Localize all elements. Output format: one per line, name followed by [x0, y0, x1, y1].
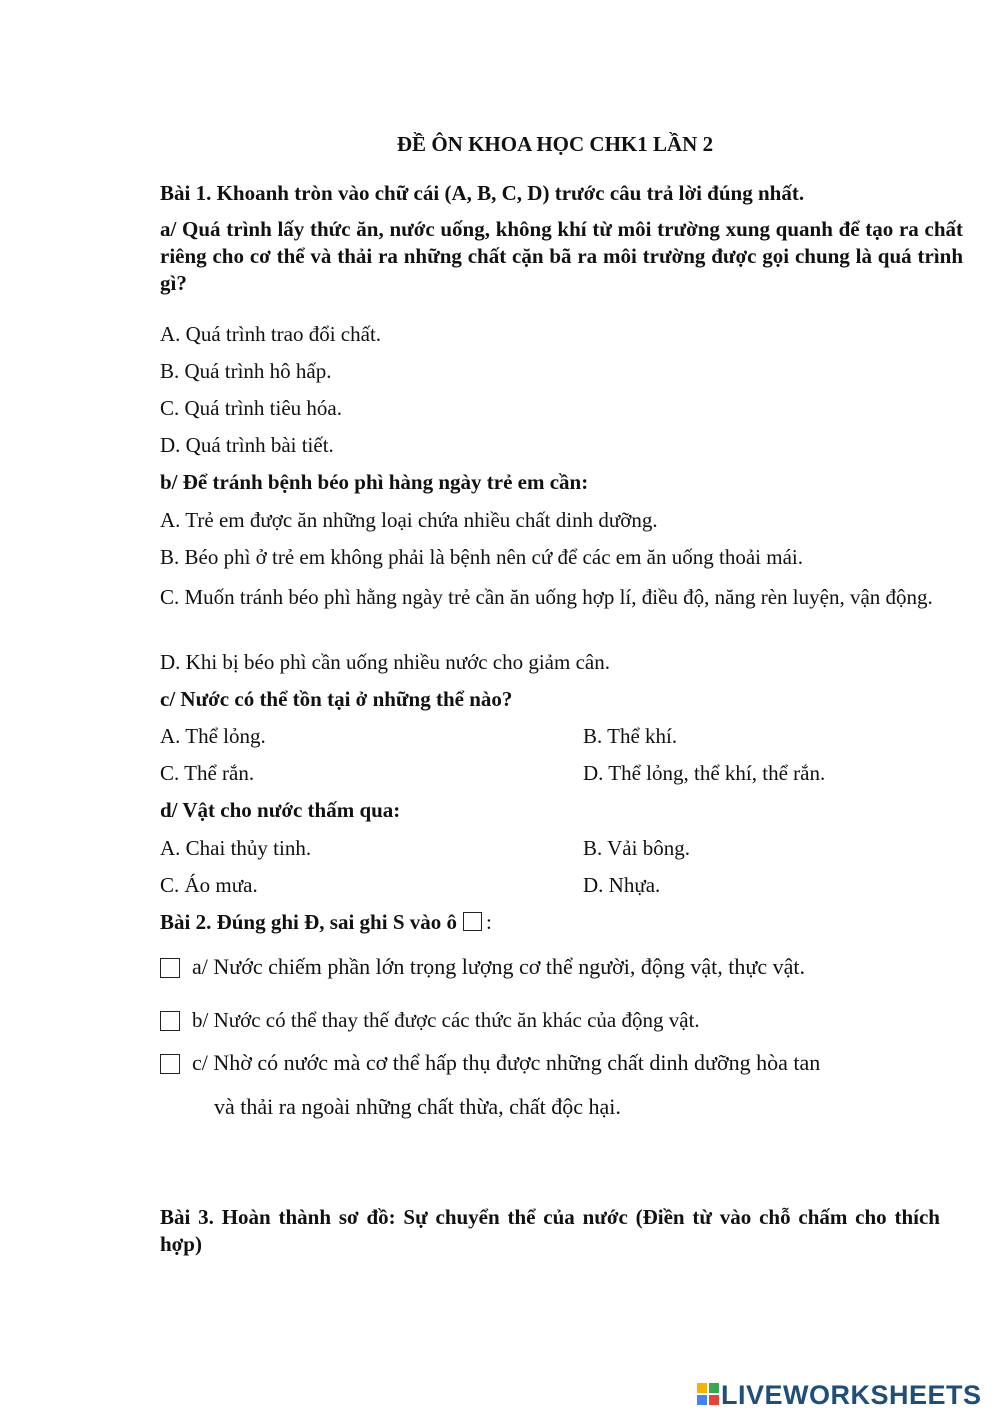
liveworksheets-logo-icon: [697, 1383, 719, 1405]
bai2-heading: [160, 910, 492, 935]
option-c-b[interactable]: B. Thể khí.: [583, 724, 678, 748]
option-b-d[interactable]: D. Khi bị béo phì cần uống nhiều nước cho giảm cân.: [160, 650, 610, 674]
bai3-heading: Bài 3. Hoàn thành sơ đồ: Sự chuyển thể của nước (Điền từ vào chỗ chấm cho thích hợp): [160, 1205, 940, 1256]
statement-b: b/ Nước có thể thay thế được các thức ăn khác của động vật.: [192, 1008, 700, 1032]
option-c-a[interactable]: A. Thể lỏng.: [160, 724, 266, 748]
answer-box-icon: [463, 912, 482, 931]
statement-c: c/ Nhờ có nước mà cơ thể hấp thụ được những chất dinh dưỡng hòa tan: [192, 1050, 821, 1075]
question-d: d/ Vật cho nước thấm qua:: [160, 798, 401, 822]
liveworksheets-logo-text: LIVEWORKSHEETS: [721, 1380, 982, 1410]
option-d-b[interactable]: B. Vải bông.: [583, 836, 690, 860]
option-c-c[interactable]: C. Thể rắn.: [160, 761, 255, 785]
answer-box-c[interactable]: [160, 1054, 180, 1074]
question-b: b/ Để tránh bệnh béo phì hàng ngày trẻ em cần:: [160, 470, 589, 494]
option-d-a[interactable]: A. Chai thủy tinh.: [160, 836, 312, 860]
statement-c-continuation: và thải ra ngoài những chất thừa, chất độc hại.: [214, 1094, 621, 1119]
option-c-d[interactable]: D. Thể lỏng, thể khí, thể rắn.: [583, 761, 826, 785]
bai1-heading: Bài 1. Khoanh tròn vào chữ cái (A, B, C, D) trước câu trả lời đúng nhất.: [160, 181, 805, 205]
option-d-c[interactable]: C. Áo mưa.: [160, 873, 258, 897]
question-c: c/ Nước có thể tồn tại ở những thể nào?: [160, 687, 513, 711]
question-a: a/ Quá trình lấy thức ăn, nước uống, không khí từ môi trường xung quanh để tạo ra chất riêng cho cơ thể và thải ra những chất cặn bã ra môi trường được gọi chung là quá trình gì?: [160, 217, 963, 295]
option-b-c[interactable]: C. Muốn tránh béo phì hằng ngày trẻ cần ăn uống hợp lí, điều độ, năng rèn luyện, vận động.: [160, 585, 933, 609]
bai2-heading-colon: :: [486, 910, 492, 934]
option-a-d[interactable]: D. Quá trình bài tiết.: [160, 433, 334, 457]
option-a-a[interactable]: A. Quá trình trao đổi chất.: [160, 322, 382, 346]
page-title: ĐỀ ÔN KHOA HỌC CHK1 LẦN 2: [396, 132, 714, 156]
option-d-d[interactable]: D. Nhựa.: [583, 873, 661, 897]
statement-a: a/ Nước chiếm phần lớn trọng lượng cơ thể người, động vật, thực vật.: [192, 954, 805, 979]
option-b-b[interactable]: B. Béo phì ở trẻ em không phải là bệnh nên cứ để các em ăn uống thoải mái.: [160, 545, 803, 569]
option-a-c[interactable]: C. Quá trình tiêu hóa.: [160, 396, 342, 420]
option-a-b[interactable]: B. Quá trình hô hấp.: [160, 359, 332, 383]
bai2-heading-text: Bài 2. Đúng ghi Đ, sai ghi S vào ô: [160, 910, 457, 934]
answer-box-b[interactable]: [160, 1011, 180, 1031]
option-b-a[interactable]: A. Trẻ em được ăn những loại chứa nhiều chất dinh dưỡng.: [160, 508, 658, 532]
answer-box-a[interactable]: [160, 958, 180, 978]
